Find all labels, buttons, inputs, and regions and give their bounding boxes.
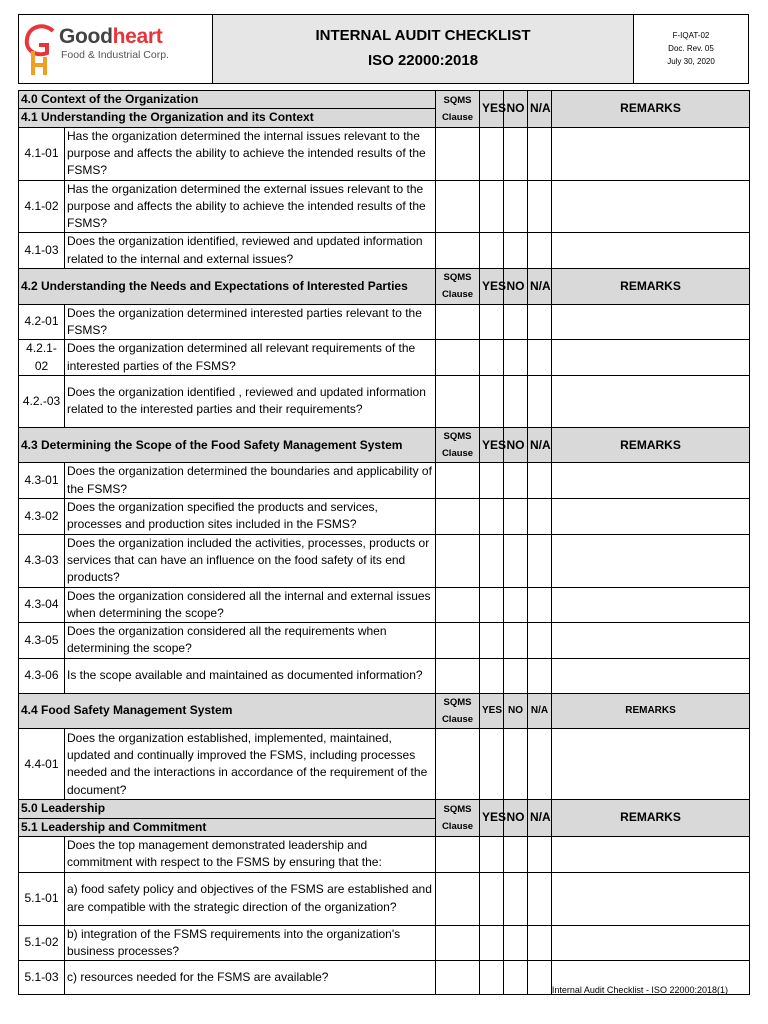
na-header: N/A — [528, 427, 552, 463]
yes-cell[interactable] — [480, 499, 504, 535]
sqms-clause-cell[interactable] — [436, 180, 480, 233]
no-header: NO — [504, 800, 528, 837]
sqms-clause-cell[interactable] — [436, 499, 480, 535]
clause-label: Clause — [441, 111, 474, 123]
document-header — [18, 14, 749, 84]
sqms-clause-header — [436, 427, 480, 463]
remarks-header: REMARKS — [552, 427, 750, 463]
sqms-clause-header — [436, 91, 480, 128]
sqms-clause-header — [436, 800, 480, 837]
na-cell[interactable] — [528, 127, 552, 180]
form-code: F-IQAT-02 — [672, 31, 710, 40]
audit-checklist-table — [18, 90, 750, 995]
yes-cell[interactable] — [480, 375, 504, 427]
item-question: Has the organization determined the external issues relevant to the purpose and affects the ability to achieve the intended results of the FSMS? — [65, 180, 436, 233]
na-cell[interactable] — [528, 375, 552, 427]
remarks-cell[interactable] — [552, 304, 750, 340]
yes-cell[interactable] — [480, 729, 504, 800]
yes-header: YES — [480, 427, 504, 463]
table-row — [19, 623, 750, 659]
clause-label: Clause — [441, 714, 474, 726]
brand-name-part2: heart — [112, 25, 163, 48]
yes-header: YES — [480, 91, 504, 128]
clause-label: Clause — [441, 821, 474, 833]
item-question: c) resources needed for the FSMS are available? — [65, 961, 436, 995]
item-number: 5.1-03 — [19, 961, 65, 995]
na-cell[interactable] — [528, 729, 552, 800]
na-cell[interactable] — [528, 340, 552, 376]
document-title — [213, 15, 634, 83]
sqms-clause-cell[interactable] — [436, 534, 480, 587]
section-title: 4.4 Food Safety Management System — [19, 693, 436, 729]
item-number: 4.1-01 — [19, 127, 65, 180]
remarks-cell[interactable] — [552, 872, 750, 925]
item-question: Does the top management demonstrated leadership and commitment with respect to the FSMS by ensuring that the: — [65, 836, 436, 872]
no-cell[interactable] — [504, 304, 528, 340]
item-number: 4.2.-03 — [19, 375, 65, 427]
remarks-cell[interactable] — [552, 127, 750, 180]
na-header: N/A — [528, 91, 552, 128]
item-question: Is the scope available and maintained as documented information? — [65, 658, 436, 693]
remarks-header: REMARKS — [552, 269, 750, 305]
table-row — [19, 180, 750, 233]
item-number: 4.3-05 — [19, 623, 65, 659]
table-row — [19, 233, 750, 269]
no-cell[interactable] — [504, 623, 528, 659]
section-title: 4.3 Determining the Scope of the Food Safety Management System — [19, 427, 436, 463]
item-question: Does the organization considered all the internal and external issues when determining the scope? — [65, 587, 436, 623]
sqms-clause-cell[interactable] — [436, 623, 480, 659]
no-cell[interactable] — [504, 729, 528, 800]
item-number: 4.3-03 — [19, 534, 65, 587]
remarks-cell[interactable] — [552, 233, 750, 269]
item-number: 4.3-04 — [19, 587, 65, 623]
sqms-label: SQMS — [443, 803, 472, 815]
remarks-cell[interactable] — [552, 623, 750, 659]
remarks-cell[interactable] — [552, 658, 750, 693]
sqms-label: SQMS — [443, 272, 472, 284]
no-cell[interactable] — [504, 534, 528, 587]
no-cell[interactable] — [504, 587, 528, 623]
no-header: NO — [504, 269, 528, 305]
remarks-cell[interactable] — [552, 729, 750, 800]
sqms-clause-cell[interactable] — [436, 925, 480, 961]
item-number: 4.3-02 — [19, 499, 65, 535]
na-header: N/A — [528, 800, 552, 837]
item-question: Does the organization determined interested parties relevant to the FSMS? — [65, 304, 436, 340]
sqms-clause-cell[interactable] — [436, 463, 480, 499]
brand-subtitle: Food & Industrial Corp. — [61, 49, 169, 61]
remarks-cell[interactable] — [552, 375, 750, 427]
sqms-clause-cell[interactable] — [436, 872, 480, 925]
no-cell[interactable] — [504, 340, 528, 376]
na-cell[interactable] — [528, 872, 552, 925]
no-cell[interactable] — [504, 375, 528, 427]
item-number: 4.4-01 — [19, 729, 65, 800]
table-row — [19, 836, 750, 872]
table-row — [19, 658, 750, 693]
sqms-clause-header — [436, 269, 480, 305]
item-number — [19, 836, 65, 872]
table-row — [19, 499, 750, 535]
brand-name — [59, 25, 162, 49]
no-cell[interactable] — [504, 233, 528, 269]
table-row — [19, 304, 750, 340]
no-cell[interactable] — [504, 872, 528, 925]
remarks-cell[interactable] — [552, 587, 750, 623]
section-header-row — [19, 269, 750, 305]
item-number: 4.1-03 — [19, 233, 65, 269]
item-number: 5.1-01 — [19, 872, 65, 925]
yes-cell[interactable] — [480, 463, 504, 499]
table-row — [19, 587, 750, 623]
section-header-row — [19, 693, 750, 729]
yes-cell[interactable] — [480, 836, 504, 872]
na-cell[interactable] — [528, 233, 552, 269]
no-cell[interactable] — [504, 463, 528, 499]
sqms-clause-cell[interactable] — [436, 233, 480, 269]
remarks-cell[interactable] — [552, 340, 750, 376]
table-row — [19, 340, 750, 376]
na-cell[interactable] — [528, 534, 552, 587]
sqms-clause-cell[interactable] — [436, 127, 480, 180]
sqms-label: SQMS — [443, 94, 472, 106]
item-question: Does the organization identified , reviewed and updated information related to the interested parties and their requirements? — [65, 375, 436, 427]
yes-cell[interactable] — [480, 340, 504, 376]
yes-header: YES — [480, 800, 504, 837]
table-row — [19, 375, 750, 427]
yes-header: YES — [480, 269, 504, 305]
no-header: NO — [504, 91, 528, 128]
na-cell[interactable] — [528, 304, 552, 340]
na-cell[interactable] — [528, 658, 552, 693]
no-cell[interactable] — [504, 658, 528, 693]
yes-cell[interactable] — [480, 925, 504, 961]
item-question: Does the organization determined the boundaries and applicability of the FSMS? — [65, 463, 436, 499]
item-question: Has the organization determined the internal issues relevant to the purpose and affects the ability to achieve the intended results of the FSMS? — [65, 127, 436, 180]
item-number: 4.3-01 — [19, 463, 65, 499]
table-row — [19, 127, 750, 180]
yes-header: YES — [480, 693, 504, 729]
sqms-clause-header — [436, 693, 480, 729]
no-cell[interactable] — [504, 499, 528, 535]
sqms-clause-cell[interactable] — [436, 375, 480, 427]
yes-cell[interactable] — [480, 961, 504, 995]
na-cell[interactable] — [528, 925, 552, 961]
company-logo — [19, 15, 213, 83]
table-row — [19, 534, 750, 587]
na-header: N/A — [528, 693, 552, 729]
doc-revision: Doc. Rev. 05 — [668, 44, 714, 53]
title-line-1: INTERNAL AUDIT CHECKLIST — [315, 27, 531, 44]
document-meta — [634, 15, 748, 83]
item-question: b) integration of the FSMS requirements into the organization's business processes? — [65, 925, 436, 961]
yes-cell[interactable] — [480, 623, 504, 659]
item-question: Does the organization specified the products and services, processes and production sites included in the FSMS? — [65, 499, 436, 535]
no-cell[interactable] — [504, 836, 528, 872]
section-header-row — [19, 91, 750, 109]
item-question: Does the organization established, implemented, maintained, updated and continually improved the FSMS, including processes needed and the interactions in accordance of the requirement of the document? — [65, 729, 436, 800]
table-row — [19, 872, 750, 925]
doc-date: July 30, 2020 — [667, 57, 715, 66]
no-header: NO — [504, 427, 528, 463]
no-cell[interactable] — [504, 127, 528, 180]
remarks-header: REMARKS — [552, 800, 750, 837]
na-cell[interactable] — [528, 836, 552, 872]
remarks-cell[interactable] — [552, 499, 750, 535]
item-number: 4.2-01 — [19, 304, 65, 340]
sqms-label: SQMS — [443, 696, 472, 708]
remarks-header: REMARKS — [552, 91, 750, 128]
no-cell[interactable] — [504, 180, 528, 233]
section-title: 4.1 Understanding the Organization and its Context — [19, 109, 436, 127]
remarks-cell[interactable] — [552, 463, 750, 499]
sqms-clause-cell[interactable] — [436, 836, 480, 872]
na-cell[interactable] — [528, 180, 552, 233]
no-cell[interactable] — [504, 925, 528, 961]
item-question: Does the organization identified, reviewed and updated information related to the internal and external issues? — [65, 233, 436, 269]
title-line-2: ISO 22000:2018 — [367, 52, 479, 69]
no-header: NO — [504, 693, 528, 729]
item-question: Does the organization included the activities, processes, products or services that can have an influence on the food safety of its end products? — [65, 534, 436, 587]
yes-cell[interactable] — [480, 180, 504, 233]
remarks-cell[interactable] — [552, 534, 750, 587]
item-question: a) food safety policy and objectives of the FSMS are established and are compatible with the strategic direction of the organization? — [65, 872, 436, 925]
item-question: Does the organization determined all relevant requirements of the interested parties of the FSMS? — [65, 340, 436, 376]
table-row — [19, 729, 750, 800]
item-number: 5.1-02 — [19, 925, 65, 961]
na-cell[interactable] — [528, 463, 552, 499]
remarks-cell[interactable] — [552, 180, 750, 233]
table-row — [19, 925, 750, 961]
sqms-clause-cell[interactable] — [436, 340, 480, 376]
yes-cell[interactable] — [480, 872, 504, 925]
remarks-cell[interactable] — [552, 836, 750, 872]
sqms-clause-cell[interactable] — [436, 729, 480, 800]
item-number: 4.3-06 — [19, 658, 65, 693]
sqms-clause-cell[interactable] — [436, 304, 480, 340]
na-cell[interactable] — [528, 587, 552, 623]
table-row — [19, 463, 750, 499]
na-header: N/A — [528, 269, 552, 305]
sqms-label: SQMS — [443, 430, 472, 442]
section-title: 5.1 Leadership and Commitment — [19, 818, 436, 836]
sqms-clause-cell[interactable] — [436, 658, 480, 693]
sqms-clause-cell[interactable] — [436, 587, 480, 623]
yes-cell[interactable] — [480, 233, 504, 269]
clause-label: Clause — [441, 289, 474, 301]
yes-cell[interactable] — [480, 587, 504, 623]
section-title: 4.0 Context of the Organization — [19, 91, 436, 109]
section-header-row — [19, 427, 750, 463]
clause-label: Clause — [441, 448, 474, 460]
goodheart-logo-icon — [23, 21, 61, 79]
na-cell[interactable] — [528, 623, 552, 659]
section-title: 4.2 Understanding the Needs and Expectations of Interested Parties — [19, 269, 436, 305]
remarks-header: REMARKS — [552, 693, 750, 729]
no-cell[interactable] — [504, 961, 528, 995]
item-number: 4.1-02 — [19, 180, 65, 233]
remarks-cell[interactable] — [552, 925, 750, 961]
item-number: 4.2.1-02 — [19, 340, 65, 376]
na-cell[interactable] — [528, 961, 552, 995]
yes-cell[interactable] — [480, 127, 504, 180]
yes-cell[interactable] — [480, 658, 504, 693]
na-cell[interactable] — [528, 499, 552, 535]
item-question: Does the organization considered all the requirements when determining the scope? — [65, 623, 436, 659]
sqms-clause-cell[interactable] — [436, 961, 480, 995]
page-footer: Internal Audit Checklist - ISO 22000:2018(1) — [551, 985, 728, 995]
yes-cell[interactable] — [480, 534, 504, 587]
section-title: 5.0 Leadership — [19, 800, 436, 818]
section-header-row — [19, 800, 750, 818]
brand-name-part1: Good — [59, 25, 113, 48]
yes-cell[interactable] — [480, 304, 504, 340]
